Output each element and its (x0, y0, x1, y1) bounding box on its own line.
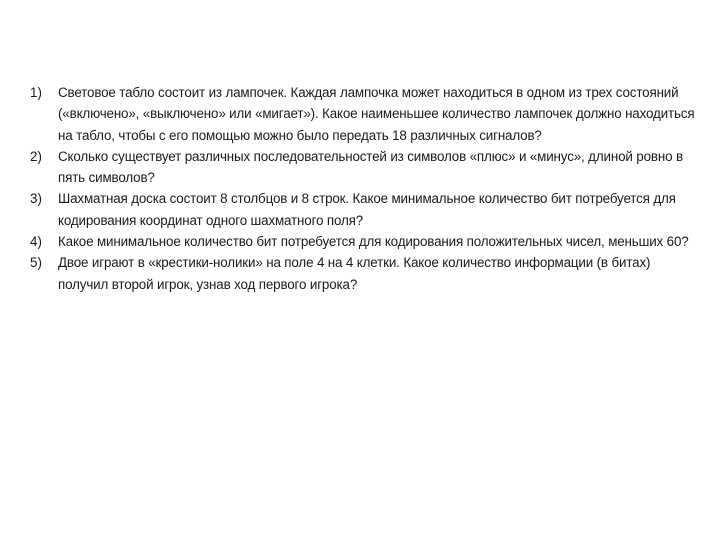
task-text: Световое табло состоит из лампочек. Каждая лампочка может находиться в одном из трех состояний («включено», «выключено» или «мигает»). Какое наименьшее количество лампочек должно находиться на табло, чтобы с его помощью можно было передать 18 различных сигналов? (58, 85, 695, 143)
task-item-4 (30, 231, 700, 252)
task-list (30, 82, 700, 295)
task-text: Двое играют в «крестики-нолики» на поле 4 на 4 клетки. Какое количество информации (в битах) получил второй игрок, узнав ход первого игрока? (58, 255, 651, 292)
task-item-5 (30, 252, 700, 295)
task-item-1 (30, 82, 700, 146)
task-text: Шахматная доска состоит 8 столбцов и 8 строк. Какое минимальное количество бит потребуется для кодирования координат одного шахматного поля? (58, 191, 676, 228)
task-number: 3) (30, 191, 42, 207)
task-number: 5) (30, 255, 42, 271)
task-text: Сколько существует различных последовательностей из символов «плюс» и «минус», длиной ровно в пять символов? (58, 148, 683, 186)
task-number: 2) (30, 148, 42, 164)
task-number: 4) (30, 234, 42, 250)
task-item-2 (30, 146, 700, 189)
task-number: 1) (30, 85, 42, 100)
task-item-3 (30, 188, 700, 231)
task-text: Какое минимальное количество бит потребуется для кодирования положительных чисел, меньших 60? (58, 234, 689, 250)
